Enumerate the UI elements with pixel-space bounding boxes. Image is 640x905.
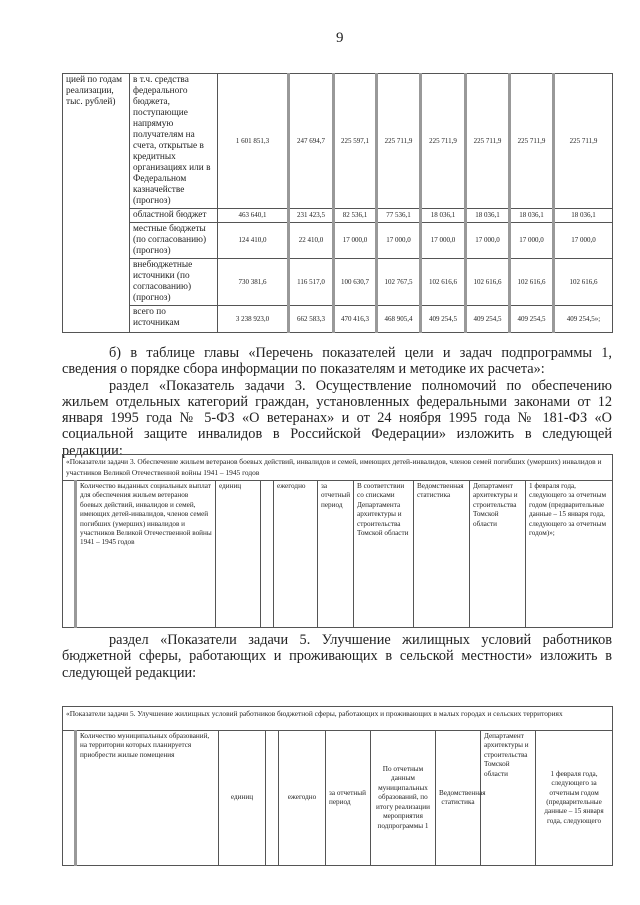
value-cell: 409 254,5	[421, 306, 466, 333]
paragraph-1	[62, 345, 612, 459]
table-header: «Показатели задачи 3. Обеспечение жильем ветеранов боевых действий, инвалидов и семей, имеющих детей-инвалидов, членов семей погибших (умерших) инвалидов и участников Великой Отечественной войны 1941 – 1945 годов	[63, 455, 613, 481]
table-row	[63, 306, 613, 333]
value-cell: 247 694,7	[289, 74, 334, 209]
value-cell: 17 000,0	[334, 223, 377, 259]
value-cell: 225 711,9	[554, 74, 613, 209]
value-cell: 102 767,5	[377, 259, 421, 306]
value-cell: 17 000,0	[466, 223, 510, 259]
value-cell: 463 640,1	[218, 209, 289, 223]
value-cell: 730 381,6	[218, 259, 289, 306]
table-row	[63, 481, 613, 628]
blank-cell	[63, 731, 76, 866]
cell: Департамент архитектуры и строительства Томской области	[470, 481, 526, 628]
value-cell: 17 000,0	[554, 223, 613, 259]
page-number: 9	[336, 30, 344, 46]
cell: В соответствии со списками Департамента архитектуры и строительства Томской области	[354, 481, 414, 628]
cell: ежегодно	[279, 731, 326, 866]
value-cell: 102 616,6	[466, 259, 510, 306]
task5-indicator-table	[62, 706, 613, 866]
value-cell: 225 711,9	[421, 74, 466, 209]
cell	[266, 731, 279, 866]
value-cell: 18 036,1	[421, 209, 466, 223]
value-cell: 468 905,4	[377, 306, 421, 333]
value-cell: 1 601 851,3	[218, 74, 289, 209]
value-cell: 225 597,1	[334, 74, 377, 209]
cell	[261, 481, 274, 628]
item-b-text: б) в таблице главы «Перечень показателей цели и задач подпрограммы 1, сведения о порядке сбора информации по показателям и методике их расчета»:	[62, 345, 612, 378]
value-cell: 17 000,0	[377, 223, 421, 259]
value-cell: 22 410,0	[289, 223, 334, 259]
value-cell: 82 536,1	[334, 209, 377, 223]
table-row	[63, 259, 613, 306]
cell: за отчетный период	[326, 731, 371, 866]
value-cell: 102 616,6	[554, 259, 613, 306]
task3-indicator-table	[62, 454, 613, 628]
row-label: областной бюджет	[130, 209, 218, 223]
cell: 1 февраля года, следующего за отчетным годом (предварительные данные – 15 января года, следующего	[536, 731, 613, 866]
left-label: цией по годам реализации, тыс. рублей)	[63, 74, 130, 333]
value-cell: 225 711,9	[377, 74, 421, 209]
value-cell: 77 536,1	[377, 209, 421, 223]
value-cell: 3 238 923,0	[218, 306, 289, 333]
value-cell: 409 254,5	[466, 306, 510, 333]
value-cell: 124 410,0	[218, 223, 289, 259]
table-row	[63, 223, 613, 259]
cell: Количество выданных социальных выплат для обеспечения жильем ветеранов боевых действий, инвалидов и семей, имеющих детей-инвалидов, членов семей погибших (умерших) инвалидов и участников Великой Отечественной войны 1941 – 1945 годов	[76, 481, 216, 628]
section-5-text: раздел «Показатели задачи 5. Улучшение жилищных условий работников бюджетной сферы, работающих и проживающих в сельской местности» изложить в следующей редакции:	[62, 632, 612, 681]
value-cell: 18 036,1	[554, 209, 613, 223]
row-label: в т.ч. средства федерального бюджета, поступающие напрямую получателям на счета, открытые в кредитных организациях или в Федеральном казначействе (прогноз)	[130, 74, 218, 209]
cell: 1 февраля года, следующего за отчетным годом (предварительные данные – 15 января года, следующего за отчетным годом)»;	[526, 481, 613, 628]
value-cell: 225 711,9	[466, 74, 510, 209]
value-cell: 102 616,6	[510, 259, 554, 306]
cell: Ведомственная статистика	[436, 731, 481, 866]
value-cell: 18 036,1	[466, 209, 510, 223]
cell: Ведомственная статистика	[414, 481, 470, 628]
value-cell: 225 711,9	[510, 74, 554, 209]
table-header: «Показатели задачи 5. Улучшение жилищных условий работников бюджетной сферы, работающих и проживающих в малых городах и сельских территориях	[63, 707, 613, 731]
cell: единиц	[216, 481, 261, 628]
cell: По отчетным данным муниципальных образований, по итогу реализации мероприятия подпрограммы 1	[371, 731, 436, 866]
table-row	[63, 209, 613, 223]
value-cell: 100 630,7	[334, 259, 377, 306]
value-cell: 18 036,1	[510, 209, 554, 223]
value-cell: 470 416,3	[334, 306, 377, 333]
value-cell: 231 423,5	[289, 209, 334, 223]
value-cell: 17 000,0	[421, 223, 466, 259]
row-label: всего по источникам	[130, 306, 218, 333]
value-cell: 116 517,0	[289, 259, 334, 306]
value-cell: 409 254,5»;	[554, 306, 613, 333]
blank-cell	[63, 481, 76, 628]
cell: Количество муниципальных образований, на территории которых планируется приобрести жилые помещения	[76, 731, 219, 866]
row-label: местные бюджеты (по согласованию) (прогноз)	[130, 223, 218, 259]
value-cell: 102 616,6	[421, 259, 466, 306]
funding-table	[62, 73, 613, 333]
cell: единиц	[219, 731, 266, 866]
cell: Департамент архитектуры и строительства Томской области	[481, 731, 536, 866]
row-label: внебюджетные источники (по согласованию) (прогноз)	[130, 259, 218, 306]
value-cell: 662 583,3	[289, 306, 334, 333]
table-row	[63, 731, 613, 866]
cell: ежегодно	[274, 481, 318, 628]
cell: за отчетный период	[318, 481, 354, 628]
value-cell: 17 000,0	[510, 223, 554, 259]
table-row	[63, 74, 613, 209]
value-cell: 409 254,5	[510, 306, 554, 333]
section-3-text: раздел «Показатель задачи 3. Осуществление полномочий по обеспечению жильем отдельных категорий граждан, установленных федеральными законами от 12 января 1995 года № 5-ФЗ «О ветеранах» и от 24 ноября 1995 года № 181-ФЗ «О социальной защите инвалидов в Российской Федерации» изложить в следующей редакции:	[62, 377, 612, 459]
